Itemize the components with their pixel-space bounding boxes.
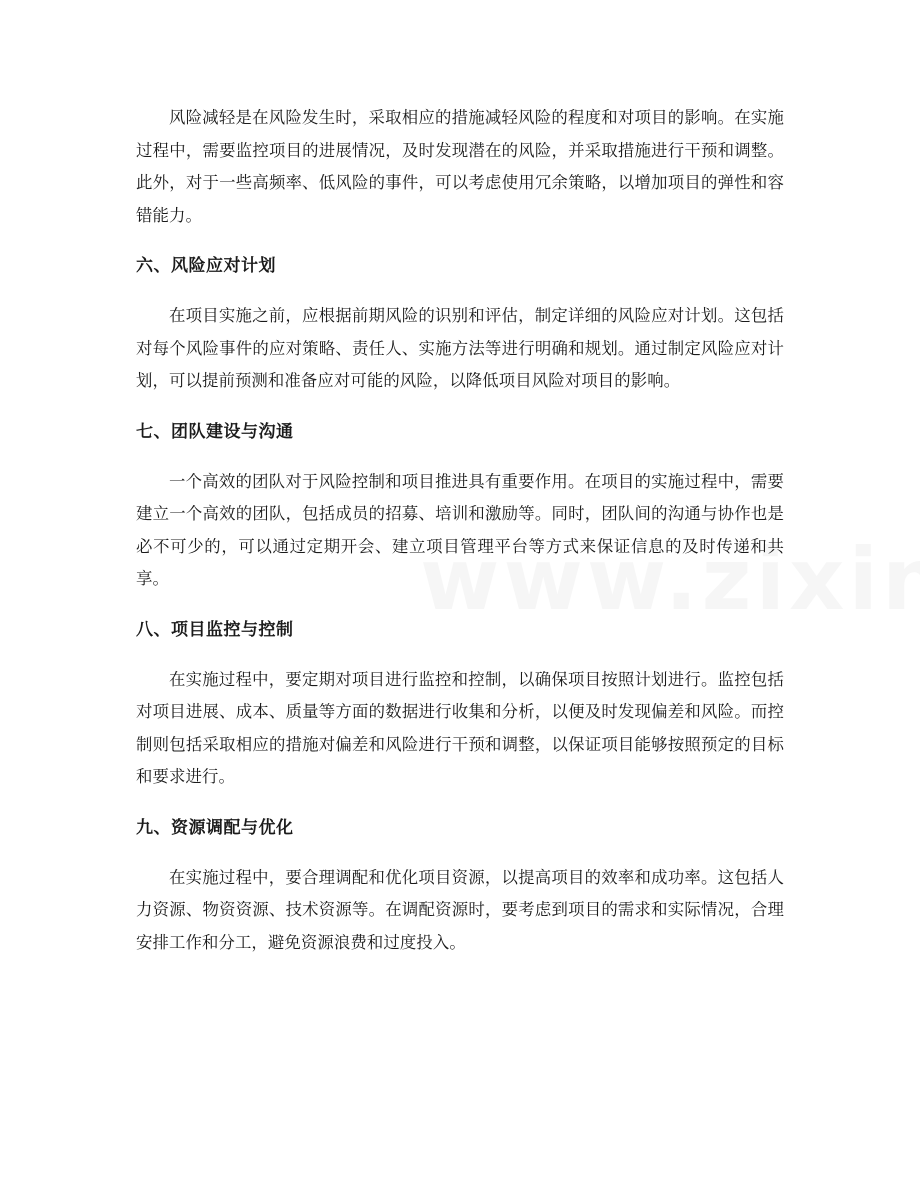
section-paragraph-7: 一个高效的团队对于风险控制和项目推进具有重要作用。在项目的实施过程中，需要建立一个高效的团队，包括成员的招募、培训和激励等。同时，团队间的沟通与协作也是必不可少的，可以通过定期开会、建立项目管理平台等方式来保证信息的及时传递和共享。	[136, 471, 784, 588]
section-paragraph-6: 在项目实施之前，应根据前期风险的识别和评估，制定详细的风险应对计划。这包括对每个风险事件的应对策略、责任人、实施方法等进行明确和规划。通过制定风险应对计划，可以提前预测和准备应对可能的风险，以降低项目风险对项目的影响。	[136, 306, 784, 390]
intro-paragraph: 风险减轻是在风险发生时，采取相应的措施减轻风险的程度和对项目的影响。在实施过程中，需要监控项目的进展情况，及时发现潜在的风险，并采取措施进行干预和调整。此外，对于一些高频率、低风险的事件，可以考虑使用冗余策略，以增加项目的弹性和容错能力。	[136, 108, 784, 225]
section-paragraph-9: 在实施过程中，要合理调配和优化项目资源，以提高项目的效率和成功率。这包括人力资源、物资资源、技术资源等。在调配资源时，要考虑到项目的需求和实际情况，合理安排工作和分工，避免资源浪费和过度投入。	[136, 867, 784, 952]
section-heading-6: 六、风险应对计划	[136, 256, 276, 276]
section-heading-7: 七、团队建设与沟通	[136, 421, 294, 442]
section-paragraph-8: 在实施过程中，要定期对项目进行监控和控制，以确保项目按照计划进行。监控包括对项目进展、成本、质量等方面的数据进行收集和分析，以便及时发现偏差和风险。而控制则包括采取相应的措施对偏差和风险进行干预和调整，以保证项目能够按照预定的目标和要求进行。	[136, 669, 784, 786]
section-heading-8: 八、项目监控与控制	[136, 619, 294, 640]
document-page	[136, 102, 784, 959]
section-heading-9: 九、资源调配与优化	[136, 817, 294, 838]
